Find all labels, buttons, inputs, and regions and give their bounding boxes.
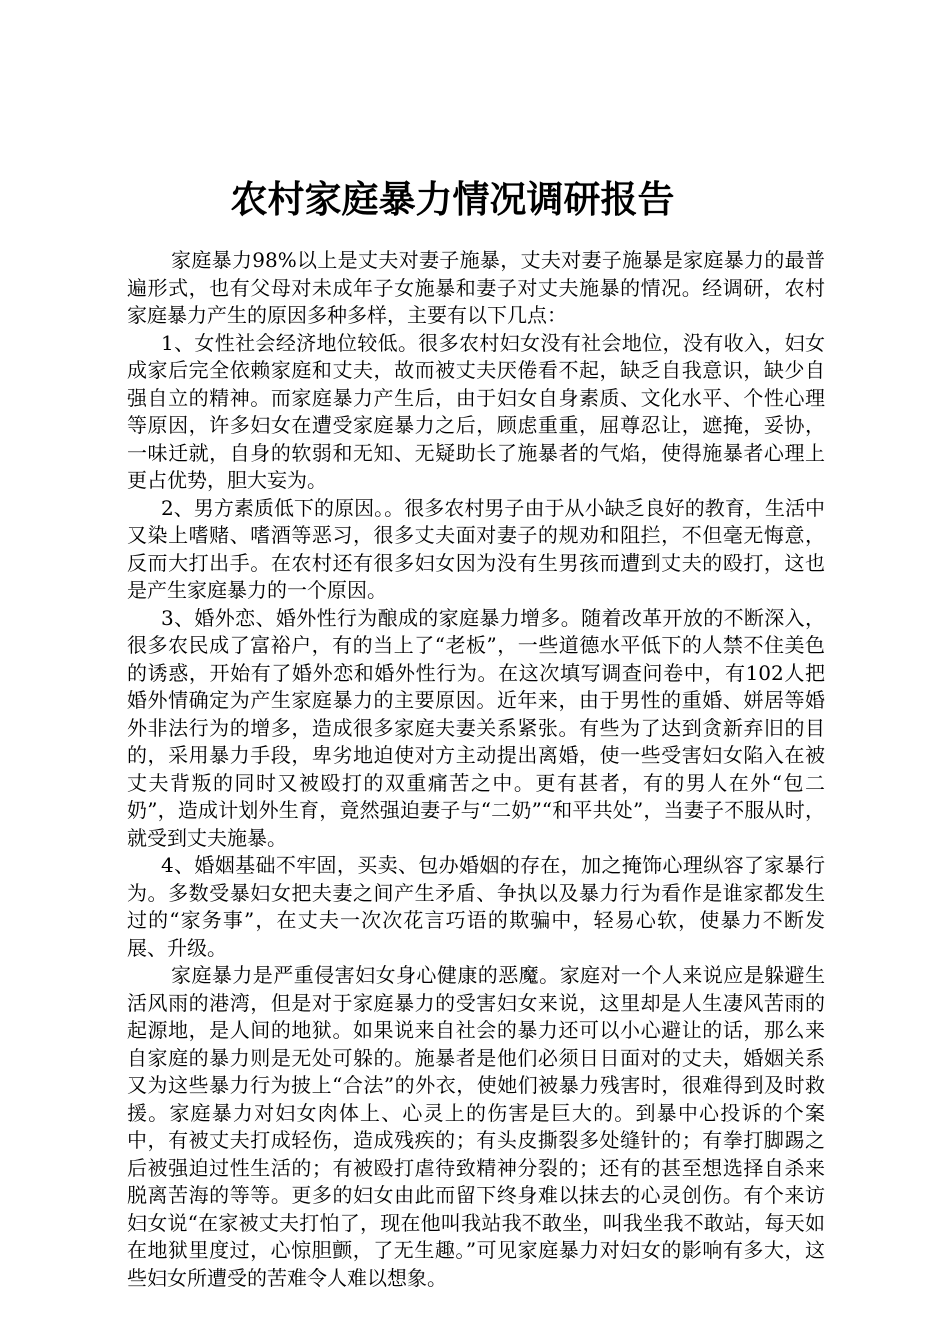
document-title: 农村家庭暴力情况调研报告 (230, 178, 675, 221)
document-body (127, 247, 825, 1292)
paragraph-conclusion: 家庭暴力是严重侵害妇女身心健康的恶魔。家庭对一个人来说应是躲避生活风雨的港湾，但是对于家庭暴力的受害妇女来说，这里却是人生凄风苦雨的起源地，是人间的地狱。如果说来自社会的暴力还可以小心避让的话，那么来自家庭的暴力则是无处可躲的。施暴者是他们必须日日面对的丈夫，婚姻关系又为这些暴力行为披上“合法”的外衣，使她们被暴力残害时，很难得到及时救援。家庭暴力对妇女肉体上、心灵上的伤害是巨大的。到暴中心投诉的个案中，有被丈夫打成轻伤，造成残疾的；有头皮撕裂多处缝针的；有拳打脚踢之后被强迫过性生活的；有被殴打虐待致精神分裂的；还有的甚至想选择自杀来脱离苦海的等等。更多的妇女由此而留下终身难以抹去的心灵创伤。有个来访妇女说“在家被丈夫打怕了，现在他叫我站我不敢坐，叫我坐我不敢站，每天如在地狱里度过，心惊胆颤，了无生趣。”可见家庭暴力对妇女的影响有多大，这些妇女所遭受的苦难令人难以想象。 (127, 963, 825, 1290)
paragraph-reason-3: 3、婚外恋、婚外性行为酿成的家庭暴力增多。随着改革开放的不断深入，很多农民成了富裕户，有的当上了“老板”，一些道德水平低下的人禁不住美色的诱惑，开始有了婚外恋和婚外性行为。在这次填写调查问卷中，有102人把婚外情确定为产生家庭暴力的主要原因。近年来，由于男性的重婚、姘居等婚外非法行为的增多，造成很多家庭夫妻关系紧张。有些为了达到贪新弃旧的目的，采用暴力手段，卑劣地迫使对方主动提出离婚，使一些受害妇女陷入在被丈夫背叛的同时又被殴打的双重痛苦之中。更有甚者，有的男人在外“包二奶”，造成计划外生育，竟然强迫妻子与“二奶”“和平共处”，当妻子不服从时，就受到丈夫施暴。 (127, 605, 825, 850)
paragraph-reason-2: 2、男方素质低下的原因。。很多农村男子由于从小缺乏良好的教育，生活中又染上嗜赌、嗜酒等恶习，很多丈夫面对妻子的规劝和阻拦，不但毫无悔意，反而大打出手。在农村还有很多妇女因为没有生男孩而遭到丈夫的殴打，这也是产生家庭暴力的一个原因。 (127, 495, 825, 602)
paragraph-intro: 家庭暴力98%以上是丈夫对妻子施暴，丈夫对妻子施暴是家庭暴力的最普遍形式，也有父母对未成年子女施暴和妻子对丈夫施暴的情况。经调研，农村家庭暴力产生的原因多种多样，主要有以下几点： (127, 248, 825, 327)
paragraph-reason-1: 1、女性社会经济地位较低。很多农村妇女没有社会地位，没有收入，妇女成家后完全依赖家庭和丈夫，故而被丈夫厌倦看不起，缺乏自我意识，缺少自强自立的精神。而家庭暴力产生后，由于妇女自身素质、文化水平、个性心理等原因，许多妇女在遭受家庭暴力之后，顾虑重重，屈尊忍让，遮掩，妥协，一味迁就，自身的软弱和无知、无疑助长了施暴者的气焰，使得施暴者心理上更占优势，胆大妄为。 (127, 330, 825, 492)
paragraph-reason-4: 4、婚姻基础不牢固，买卖、包办婚姻的存在，加之掩饰心理纵容了家暴行为。多数受暴妇女把夫妻之间产生矛盾、争执以及暴力行为看作是谁家都发生过的“家务事”，在丈夫一次次花言巧语的欺骗中，轻易心软，使暴力不断发展、升级。 (127, 853, 825, 960)
